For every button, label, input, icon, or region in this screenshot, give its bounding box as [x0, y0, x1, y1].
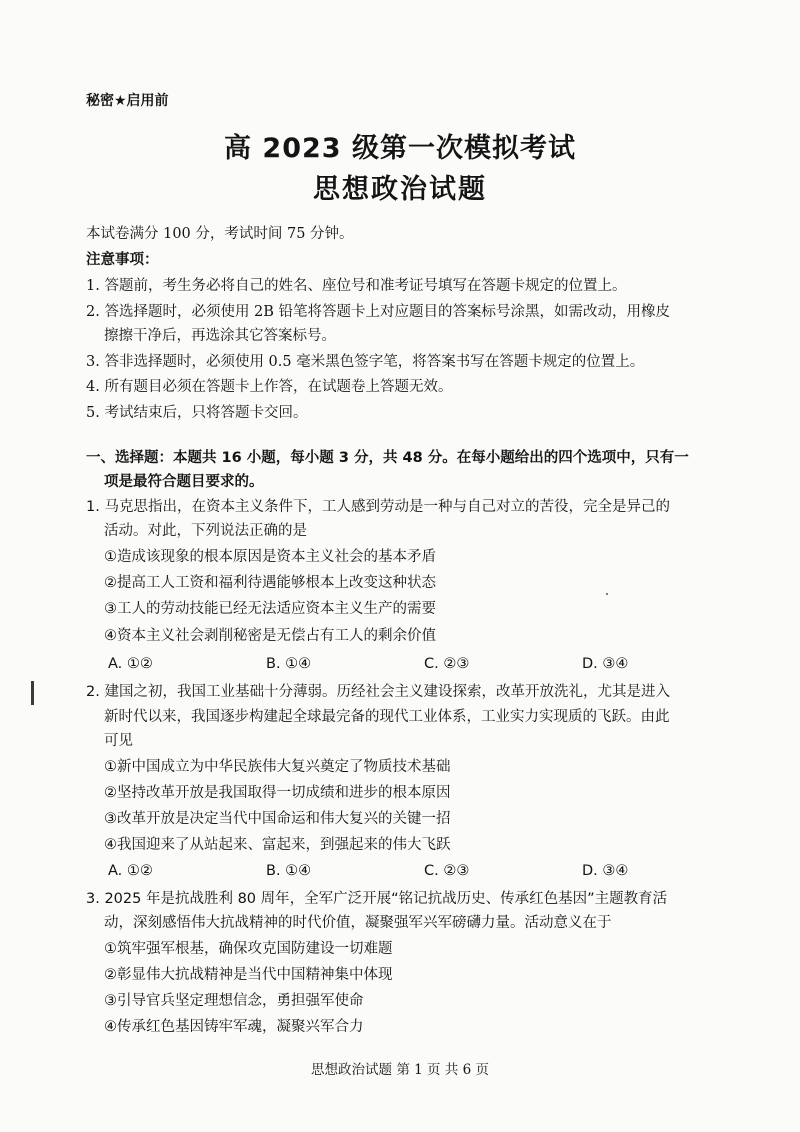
section-heading: 项是最符合题目要求的。 [104, 474, 264, 490]
question-1-option-b: B. ①④ [266, 656, 312, 672]
note-item: 4. 所有题目必须在答题卡上作答，在试题卷上答题无效。 [86, 379, 453, 395]
section-heading: 一、选择题：本题共 16 小题，每小题 3 分，共 48 分。在每小题给出的四个选项中，只有一 [86, 450, 689, 466]
question-3-item: ②彰显伟大抗战精神是当代中国精神集中体现 [104, 967, 393, 983]
question-1-stem: 活动。对此，下列说法正确的是 [104, 523, 307, 539]
question-2-item: ②坚持改革开放是我国取得一切成绩和进步的根本原因 [104, 785, 451, 801]
question-2-option-d: D. ③④ [582, 863, 629, 879]
question-2-stem: 新时代以来，我国逐步构建起全球最完备的现代工业体系，工业实力实现质的飞跃。由此 [104, 709, 670, 725]
question-2-option-c: C. ②③ [424, 863, 470, 879]
question-1-item: ②提高工人工资和福利待遇能够根本上改变这种状态 [104, 575, 436, 591]
question-2-item: ①新中国成立为中华民族伟大复兴奠定了物质技术基础 [104, 759, 451, 775]
note-item: 5. 考试结束后，只将答题卡交回。 [86, 405, 308, 421]
question-3-stem: 动，深刻感悟伟大抗战精神的时代价值，凝聚强军兴军磅礴力量。活动意义在于 [104, 915, 612, 931]
question-1-item: ④资本主义社会剥削秘密是无偿占有工人的剩余价值 [104, 628, 436, 644]
margin-mark [31, 681, 34, 705]
question-3-item: ③引导官兵坚定理想信念，勇担强军使命 [104, 993, 364, 1009]
score-time-text: 本试卷满分 100 分，考试时间 75 分钟。 [86, 226, 354, 242]
question-1-option-c: C. ②③ [424, 656, 470, 672]
question-2-option-a: A. ①② [108, 863, 153, 879]
question-3-item: ④传承红色基因铸牢军魂，凝聚兴军合力 [104, 1019, 364, 1035]
question-2-stem: 可见 [104, 733, 133, 749]
question-2-item: ③改革开放是决定当代中国命运和伟大复兴的关键一招 [104, 811, 451, 827]
subject-title: 思想政治试题 [313, 174, 487, 205]
note-item: 3. 答非选择题时，必须使用 0.5 毫米黑色签字笔，将答案书写在答题卡规定的位置上。 [86, 354, 645, 370]
note-item: 1. 答题前，考生务必将自己的姓名、座位号和准考证号填写在答题卡规定的位置上。 [86, 278, 627, 294]
exam-title: 高 2023 级第一次模拟考试 [224, 133, 576, 164]
note-item: 2. 答选择题时，必须使用 2B 铅笔将答题卡上对应题目的答案标号涂黑，如需改动，用橡皮 [86, 304, 671, 320]
question-1-item: ③工人的劳动技能已经无法适应资本主义生产的需要 [104, 601, 436, 617]
secret-mark: 秘密★启用前 [86, 93, 169, 109]
question-1-stem: 1. 马克思指出，在资本主义条件下，工人感到劳动是一种与自己对立的苦役，完全是异己的 [86, 499, 670, 515]
question-2-stem: 2. 建国之初，我国工业基础十分薄弱。历经社会主义建设探索，改革开放洗礼，尤其是进入 [86, 684, 670, 700]
page-footer: 思想政治试题 第 1 页 共 6 页 [311, 1062, 489, 1078]
question-1-option-a: A. ①② [108, 656, 153, 672]
question-2-item: ④我国迎来了从站起来、富起来，到强起来的伟大飞跃 [104, 837, 451, 853]
note-item: 擦擦干净后，再选涂其它答案标号。 [104, 328, 336, 344]
notes-heading: 注意事项： [86, 252, 159, 268]
question-1-item: ①造成该现象的根本原因是资本主义社会的基本矛盾 [104, 549, 436, 565]
question-2-option-b: B. ①④ [266, 863, 312, 879]
question-3-stem: 3. 2025 年是抗战胜利 80 周年，全军广泛开展“铭记抗战历史、传承红色基因”主题教育活 [86, 891, 668, 907]
question-1-option-d: D. ③④ [582, 656, 629, 672]
question-3-item: ①筑牢强军根基，确保攻克国防建设一切难题 [104, 941, 393, 957]
scan-speck [606, 593, 608, 595]
